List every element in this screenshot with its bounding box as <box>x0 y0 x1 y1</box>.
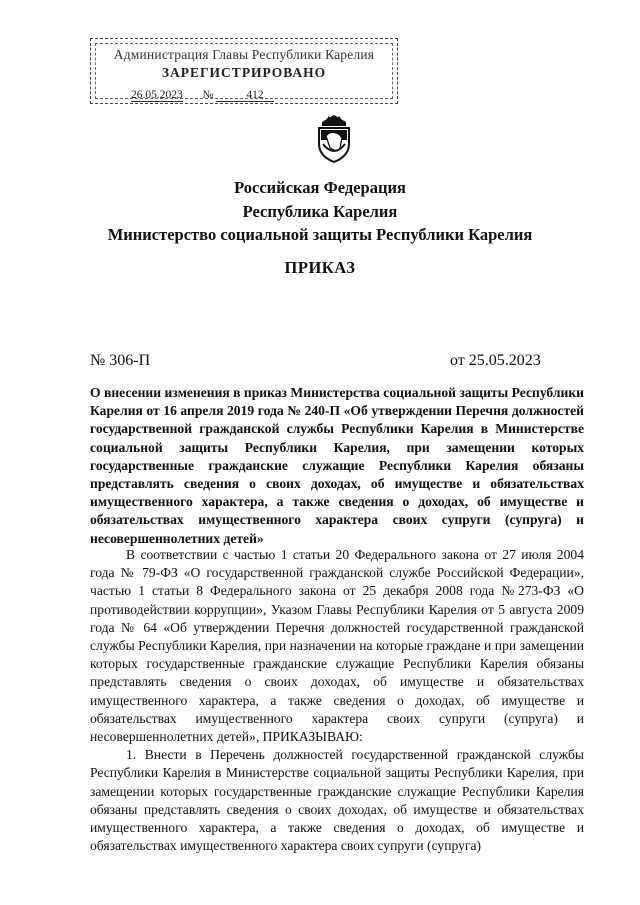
order-number: № 306-П <box>90 352 151 369</box>
body-paragraph: В соответствии с частью 1 статьи 20 Федерального закона от 27 июля 2004 года № 79-ФЗ «О государственной гражданской службе Российской Федерации», частью 1 статьи 8 Федерального закона от 25 декабря 2008 года №273-ФЗ «О противодействии коррупции», Указом Главы Республики Карелия от 5 августа 2009 года № 64 «Об утверждении Перечня должностей государственной гражданской службы Республики Карелия, при назначении на которые граждане и при замещении которых государственные гражданские служащие Республики Карелия обязаны представлять сведения о своих доходах, об имуществе и обязательствах имущественного характера, а также сведения о доходах, об имуществе и обязательствах имущественного характера своих супруги (супруга) и несовершеннолетних детей», ПРИКАЗЫВАЮ: <box>90 547 584 745</box>
stamp-authority: Администрация Главы Республики Карелия <box>113 47 375 62</box>
stamp-number-label: № <box>202 89 214 101</box>
coat-of-arms-icon <box>314 112 354 164</box>
stamp-date: 26.05.2023 <box>131 89 183 101</box>
order-date: от 25.05.2023 <box>450 352 541 369</box>
stamp-registration-details <box>131 89 274 102</box>
stamp-number: 412 <box>216 90 273 102</box>
header-republic: Республика Карелия <box>242 202 398 221</box>
document-body <box>90 546 584 855</box>
registration-stamp <box>90 38 398 104</box>
document-type-title: ПРИКАЗ <box>284 258 356 277</box>
header-country: Российская Федерация <box>234 178 406 197</box>
header-ministry: Министерство социальной защиты Республики Карелия <box>107 225 533 244</box>
stamp-registered-label: ЗАРЕГИСТРИРОВАНО <box>161 65 327 80</box>
body-paragraph: 1. Внести в Перечень должностей государственной гражданской службы Республики Карелия в Министерстве социальной защиты Республики Карелия, при замещении которых государственные гражданские служащие Республики Карелия обязаны представлять сведения о своих доходах, об имуществе и обязательствах имущественного характера, а также сведения о доходах, об имуществе и обязательствах имущественного характера своих супруги (супруга) <box>90 747 584 854</box>
order-subject: О внесении изменения в приказ Министерства социальной защиты Республики Карелия от 16 апреля 2019 года № 240-П «Об утверждении Перечня должностей государственной гражданской службы Республики Карелия в Министерстве социальной защиты Республики Карелия, при замещении которых государственные гражданские служащие Республики Карелия обязаны представлять сведения о своих доходах, об имуществе и обязательствах имущественного характера, а также сведения о доходах, об имуществе и обязательствах имущественного характера своих супруги (супруга) и несовершеннолетних детей» <box>90 385 585 546</box>
